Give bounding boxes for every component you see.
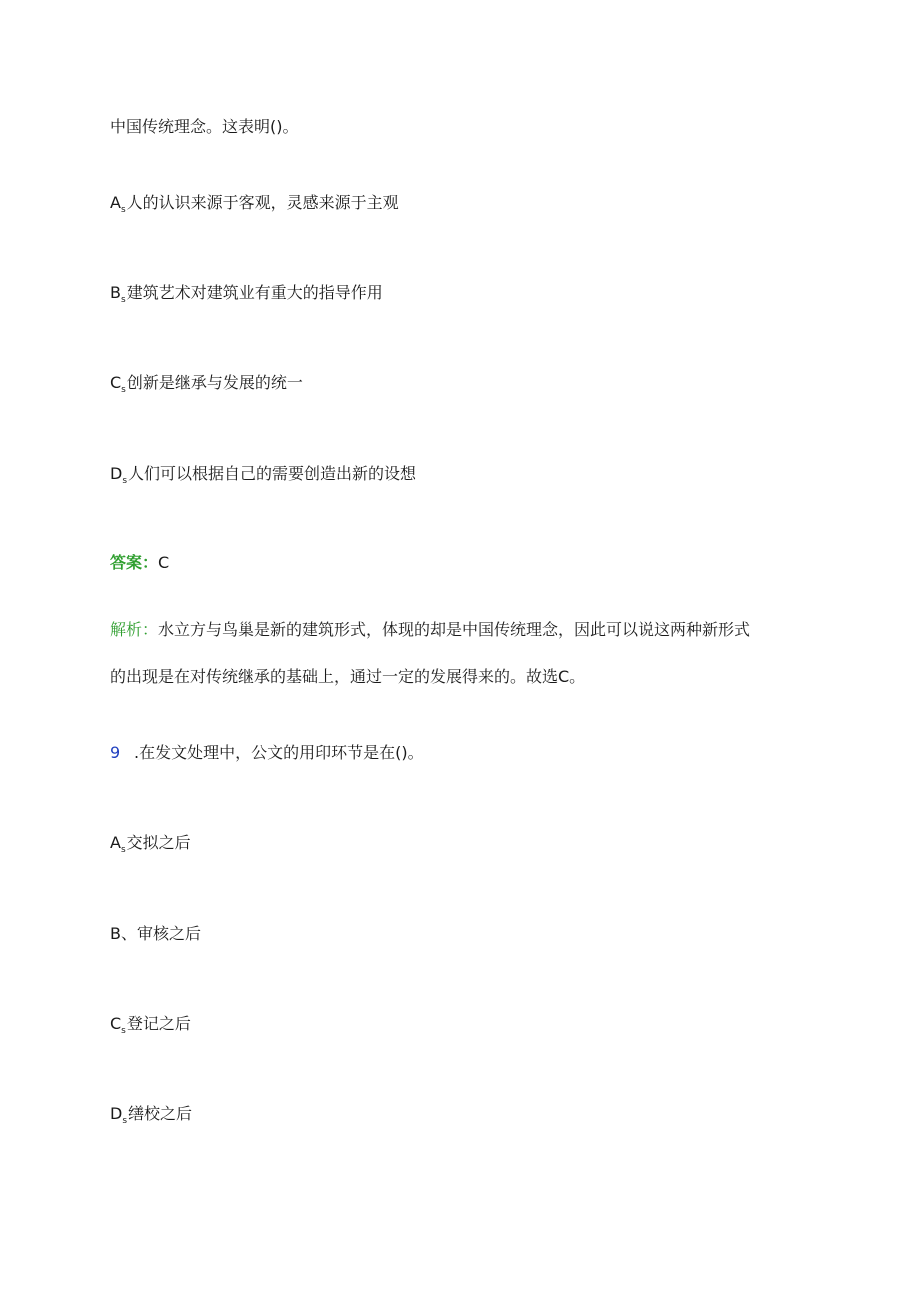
q8-analysis-line-2: 的出现是在对传统继承的基础上，通过一定的发展得来的。故选C。 bbox=[110, 667, 586, 686]
option-separator: s bbox=[120, 295, 126, 305]
option-letter: A bbox=[110, 833, 121, 852]
option-text: 登记之后 bbox=[126, 1014, 191, 1033]
q9-option-b[interactable] bbox=[110, 924, 201, 944]
question-text: .在发文处理中，公文的用印环节是在()。 bbox=[134, 743, 424, 762]
q8-option-a[interactable] bbox=[110, 193, 399, 216]
option-letter: B bbox=[110, 283, 121, 302]
analysis-label: 解析： bbox=[110, 620, 159, 639]
q8-option-b[interactable] bbox=[110, 283, 383, 306]
question-number: 9 bbox=[110, 743, 121, 762]
q8-analysis-line-1 bbox=[110, 620, 750, 640]
analysis-text: 水立方与鸟巢是新的建筑形式，体现的却是中国传统理念，因此可以说这两种新形式 bbox=[158, 620, 751, 639]
option-separator: 、 bbox=[120, 924, 137, 943]
q8-option-c[interactable] bbox=[110, 373, 303, 396]
q8-option-d[interactable] bbox=[110, 464, 416, 487]
option-letter: C bbox=[110, 1014, 122, 1033]
q8-stem-tail: 中国传统理念。这表明()。 bbox=[110, 117, 299, 136]
option-separator: s bbox=[120, 845, 126, 855]
option-separator: s bbox=[120, 205, 126, 215]
option-text: 创新是继承与发展的统一 bbox=[126, 373, 303, 392]
q9-stem bbox=[110, 743, 424, 763]
option-text: 建筑艺术对建筑业有重大的指导作用 bbox=[126, 283, 383, 302]
q9-option-a[interactable] bbox=[110, 833, 191, 856]
option-letter: D bbox=[110, 464, 123, 483]
option-letter: A bbox=[110, 193, 121, 212]
option-text: 审核之后 bbox=[137, 924, 202, 943]
option-letter: D bbox=[110, 1104, 123, 1123]
option-separator: s bbox=[122, 1116, 128, 1126]
option-separator: s bbox=[122, 476, 128, 486]
option-letter: C bbox=[110, 373, 122, 392]
answer-value: C bbox=[158, 553, 170, 572]
option-text: 交拟之后 bbox=[126, 833, 191, 852]
option-text: 人们可以根据自己的需要创造出新的设想 bbox=[128, 464, 417, 483]
option-text: 人的认识来源于客观，灵感来源于主观 bbox=[126, 193, 399, 212]
option-separator: s bbox=[121, 1026, 126, 1036]
q9-option-c[interactable] bbox=[110, 1014, 191, 1037]
option-letter: B bbox=[110, 924, 121, 943]
q9-option-d[interactable] bbox=[110, 1104, 192, 1127]
option-text: 缮校之后 bbox=[128, 1104, 193, 1123]
option-separator: s bbox=[121, 385, 126, 395]
q8-answer bbox=[110, 553, 169, 573]
answer-label: 答案： bbox=[110, 553, 159, 572]
